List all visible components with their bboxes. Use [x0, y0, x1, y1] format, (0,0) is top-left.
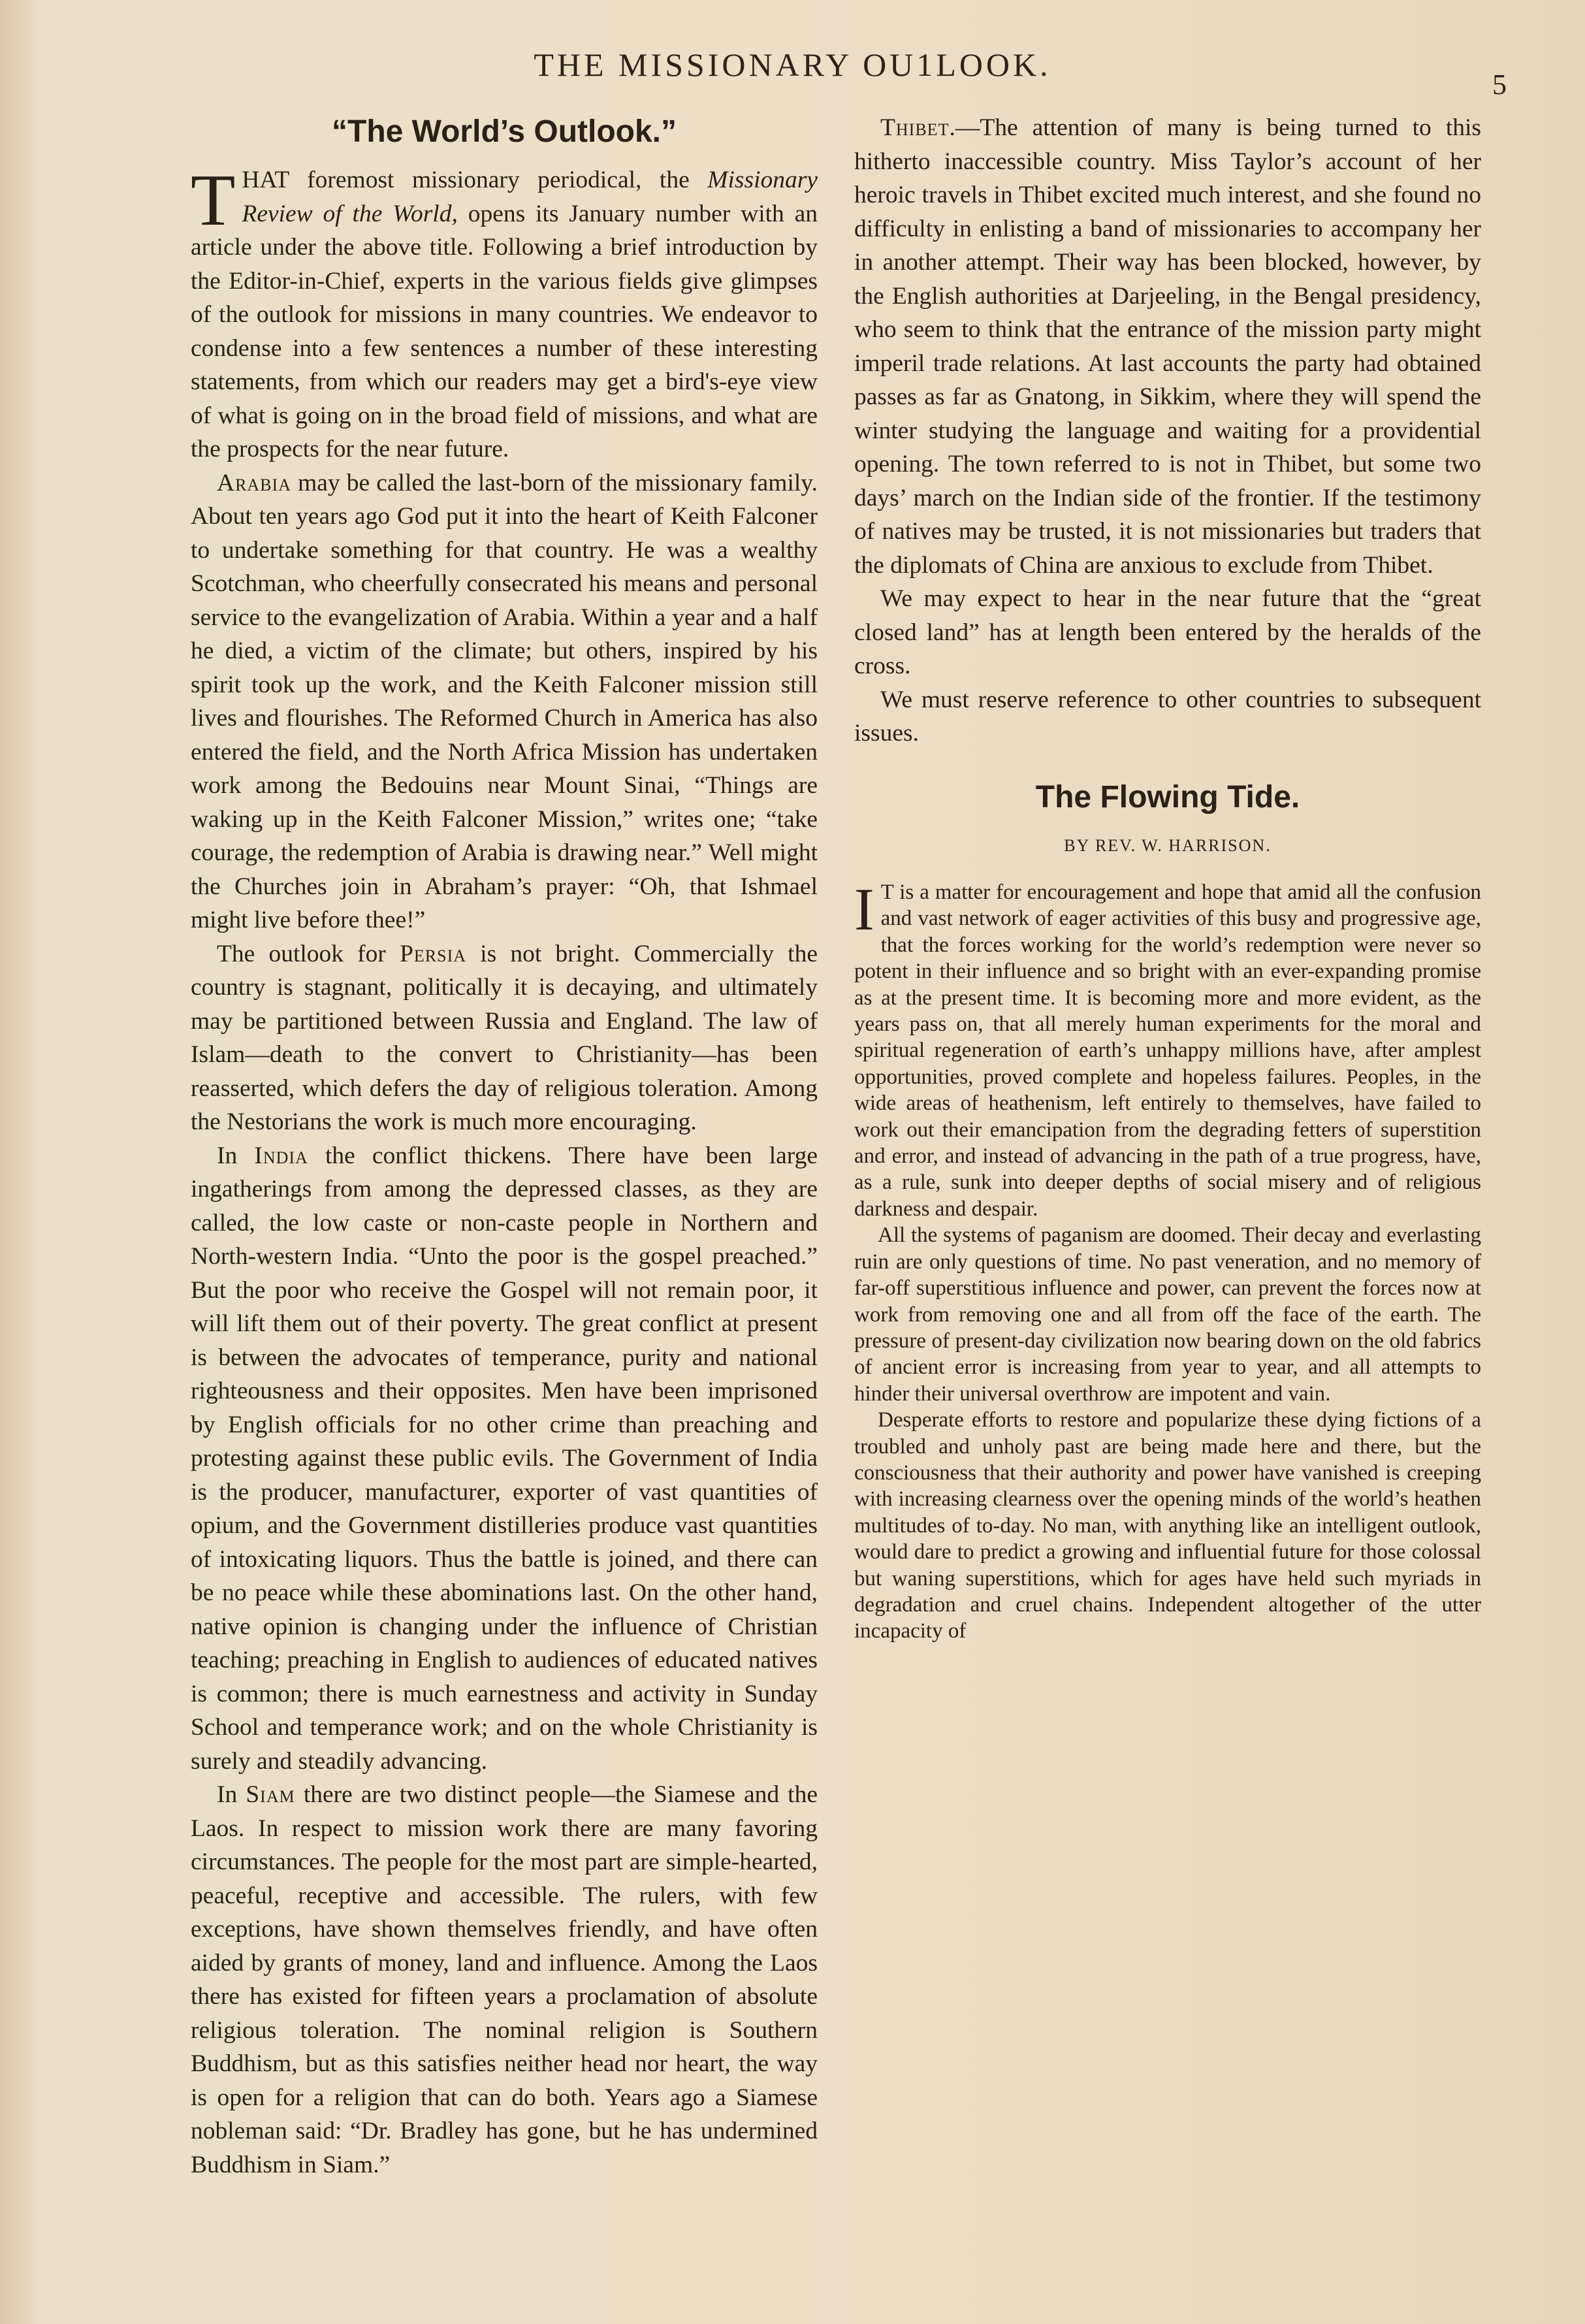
closing-paragraph-2: We must reserve reference to other countries to subsequent issues. [854, 686, 1481, 747]
siam-paragraph [191, 1778, 818, 2182]
persia-label: Persia [400, 940, 467, 967]
intro-paragraph [191, 160, 818, 466]
siam-text: there are two distinct people—the Siamese and the Laos. In respect to mission work there are many favoring circumstances. The people for the most part are simple-hearted, peaceful, receptive and accessible. The rulers, with few exceptions, have shown themselves friendly, and have often aided by grants of money, land and influence. Among the Laos there has existed for fifteen years a proclamation of absolute religious toleration. The nominal religion is Southern Buddhism, but as this satisfies neither head nor heart, the way is open for a religion that can do both. Years ago a Siamese nobleman said: “Dr. Bradley has gone, but he has undermined Buddhism in Siam.” [191, 1781, 818, 2178]
india-paragraph [191, 1139, 818, 1779]
siam-label: Siam [246, 1781, 295, 1808]
running-title: THE MISSIONARY OU1LOOK. [534, 46, 1051, 83]
persia-pre: The outlook for [217, 940, 400, 967]
flowing-tide-body [854, 876, 1481, 1645]
flowing-tide-text-1: T is a matter for encouragement and hope that amid all the confusion and vast network of eager activities of this busy and progressive age, that the forces working for the world’s redemption were never so potent in their influence and so bright with an ever-expanding promise as at the present time. It is becoming more and more evident, as the years pass on, that all merely human experiments for the moral and spiritual regeneration of earth’s unhappy millions have, after amplest opportunities, proved complete and hopeless failures. Peoples, in the wide areas of heathenism, left entirely to themselves, have failed to work out their emancipation from the degrading fetters of superstition and error, and instead of advancing in the path of a true progress, have, as a rule, sunk into deeper depths of social misery and of religious darkness and despair. [854, 880, 1481, 1221]
flowing-tide-paragraph-1 [854, 876, 1481, 1222]
persia-text: is not bright. Commercially the country is stagnant, politically it is decaying, and ultimately may be partitioned between Russia and England. The law of Islam—death to the convert to Christianity—has been reasserted, which defers the day of religious toleration. Among the Nestorians the work is much more encouraging. [191, 940, 818, 1135]
siam-pre: In [217, 1781, 246, 1808]
byline: BY REV. W. HARRISON. [1064, 835, 1272, 855]
arabia-label: Arabia [217, 469, 291, 496]
drop-cap: T [191, 160, 236, 241]
persia-paragraph [191, 937, 818, 1139]
india-text: the conflict thickens. There have been large ingatherings from among the depressed classes, as they are called, the low caste or non-caste people in Northern and North-western India. “Unto the poor is the gospel preached.” But the poor who receive the Gospel will not remain poor, it will lift them out of their poverty. The great conflict at present is between the advocates of temperance, purity and national righteousness and their opposites. Men have been imprisoned by English officials for no other crime than preaching and protesting against these public evils. The Government of India is the producer, manufacturer, exporter of vast quantities of opium, and the Government distilleries produce vast quantities of intoxicating liquors. Thus the battle is joined, and there can be no peace while these abominations last. On the other hand, native opinion is changing under the influence of Christian teaching; preaching in English to audiences of educated natives is common; there is much earnestness and activity in Sunday School and temperance work; and on the whole Christianity is surely and steadily advancing. [191, 1142, 818, 1775]
thibet-paragraph [854, 111, 1481, 582]
article-title-worlds-outlook: “The World’s Outlook.” [332, 114, 677, 149]
thibet-label: Thibet [880, 114, 950, 141]
right-column [854, 111, 1481, 1645]
flowing-tide-paragraph-3: Desperate efforts to restore and popularize these dying fictions of a troubled and unholy past are being made here and there, but the consciousness that their authority and power have vanished is creeping with increasing clearness over the opening minds of the world’s heathen multitudes of to-day. No man, with anything like an intelligent outlook, would dare to predict a growing and influential future for those colossal but waning superstitions, which for ages have held such myriads in degradation and cruel chains. Independent altogether of the utter incapacity of [854, 1408, 1481, 1643]
flowing-tide-paragraph-2: All the systems of paganism are doomed. Their decay and everlasting ruin are only questions of time. No past veneration, and no memory of far-off superstitious influence and power, can prevent the forces now at work from removing one and all from off the face of the earth. The pressure of present-day civilization now bearing down on the old fabrics of ancient error is increasing from year to year, and all attempts to hinder their universal overthrow are impotent and vain. [854, 1223, 1481, 1406]
arabia-text: may be called the last-born of the missionary family. About ten years ago God put it into the heart of Keith Falconer to undertake something for that country. He was a wealthy Scotchman, who cheerfully consecrated his means and personal service to the evangelization of Arabia. Within a year and a half he died, a victim of the climate; but others, inspired by his spirit took up the work, and the Keith Falconer mission still lives and flourishes. The Reformed Church in America has also entered the field, and the North Africa Mission has undertaken work among the Bedouins near Mount Sinai, “Things are waking up in the Keith Falconer Mission,” writes one; “take courage, the redemption of Arabia is drawing near.” Well might the Churches join in Abraham’s prayer: “Oh, that Ishmael might live before thee!” [191, 469, 818, 933]
india-label: India [254, 1142, 308, 1169]
page-number: 5 [1492, 69, 1507, 101]
closing-paragraph-1: We may expect to hear in the near future that the “great closed land” has at length been entered by the heralds of the cross. [854, 585, 1481, 679]
intro-text-b: opens its January number with an article under the above title. Following a brief introduction by the Editor-in-Chief, experts in the various fields give glimpses of the outlook for missions in many countries. We endeavor to condense into a few sentences a number of these interesting statements, from which our readers may get a bird's-eye view of what is going on in the broad field of missions, and what are the prospects for the near future. [191, 200, 818, 462]
india-pre: In [217, 1142, 255, 1169]
intro-text-a: HAT foremost missionary periodical, the [242, 167, 708, 193]
thibet-text: .—The attention of many is being turned to this hitherto inaccessible country. Miss Taylor’s account of her heroic travels in Thibet excited much interest, and she found no difficulty in enlisting a band of missionaries to accompany her in another attempt. Their way has been blocked, however, by the English authorities at Darjeeling, in the Bengal presidency, who seem to think that the entrance of the mission party might imperil trade relations. At last accounts the party had obtained passes as far as Gnatong, in Sikkim, where they will spend the winter studying the language and waiting for a providential opening. The town referred to is not in Thibet, but some two days’ march on the Indian side of the frontier. If the testimony of natives may be trusted, it is not missionaries but traders that the diplomats of China are anxious to exclude from Thibet. [854, 114, 1481, 579]
section-gap [854, 750, 1481, 777]
drop-cap-i: I [854, 876, 874, 943]
magazine-name: Missionary Review of the World, [242, 167, 818, 227]
page-header [0, 46, 1585, 101]
left-column [191, 111, 818, 2182]
arabia-paragraph [191, 466, 818, 937]
article-title-flowing-tide: The Flowing Tide. [1035, 779, 1300, 815]
